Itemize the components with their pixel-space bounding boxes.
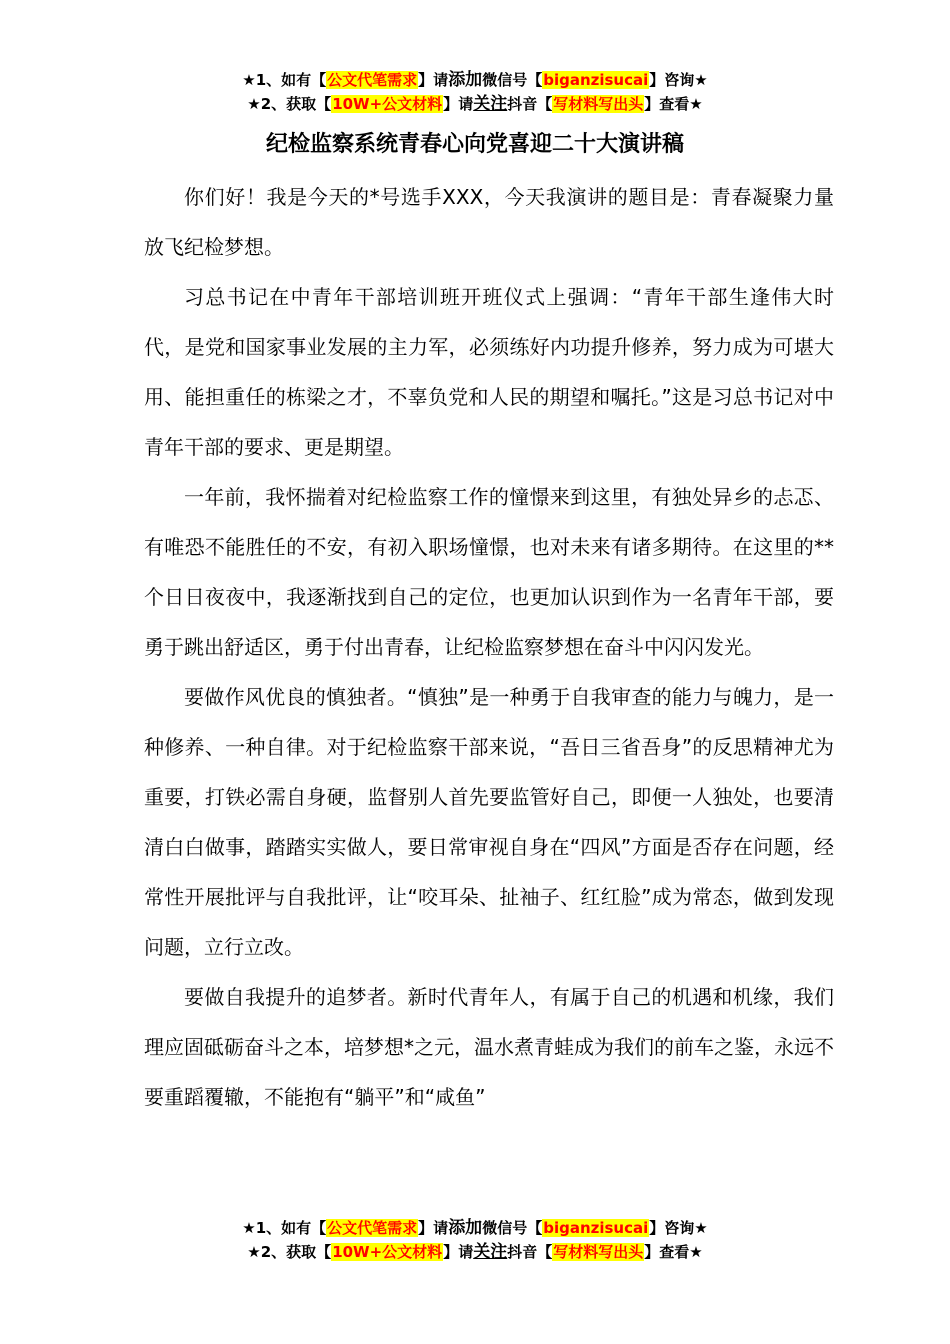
document-title: 纪检监察系统青春心向党喜迎二十大演讲稿	[265, 132, 684, 157]
banner-text: 】咨询★	[649, 71, 708, 89]
banner-text: 】请	[443, 1243, 474, 1261]
banner-text: ★2、获取【	[247, 95, 332, 113]
banner-text: 】查看★	[644, 95, 703, 113]
banner-text: 】请	[443, 95, 474, 113]
document-body	[144, 172, 834, 1122]
banner-highlight: 写材料写出头	[553, 95, 644, 113]
banner-text: 抖音【	[507, 95, 553, 113]
banner-emphasis: 关注	[473, 94, 508, 114]
banner-line-2	[0, 92, 950, 116]
banner-emphasis: 添加	[448, 70, 483, 90]
banner-highlight: 公文代笔需求	[327, 1219, 418, 1237]
paragraph: 你们好！我是今天的*号选手XXX，今天我演讲的题目是：青春凝聚力量 放飞纪检梦想。	[144, 185, 834, 259]
paragraph: 要做自我提升的追梦者。新时代青年人，有属于自己的机遇和机缘，我们理应固砥砺奋斗之本，培梦想*之元，温水煮青蛙成为我们的前车之鉴，永远不要重蹈覆辙，不能抱有“躺平”和“咸鱼”	[144, 985, 834, 1109]
banner-highlight: 公文代笔需求	[327, 71, 418, 89]
banner-text: ★2、获取【	[247, 1243, 332, 1261]
banner-text: 】请	[418, 71, 449, 89]
paragraph: 一年前，我怀揣着对纪检监察工作的憧憬来到这里，有独处异乡的忐忑、有唯恐不能胜任的不安，有初入职场憧憬，也对未来有诸多期待。在这里的**个日日夜夜中，我逐渐找到自己的定位，也更加认识到作为一名青年干部，要勇于跳出舒适区，勇于付出青春，让纪检监察梦想在奋斗中闪闪发光。	[144, 485, 834, 659]
banner-text: 】请	[418, 1219, 449, 1237]
banner-emphasis: 关注	[473, 1242, 508, 1262]
paragraph: 习总书记在中青年干部培训班开班仪式上强调：“青年干部生逢伟大时代，是党和国家事业发展的主力军，必须练好内功提升修养，努力成为可堪大用、能担重任的栋梁之才，不辜负党和人民的期望和嘱托。”这是习总书记对中青年干部的要求、更是期望。	[144, 285, 834, 459]
footer-banner	[0, 1216, 950, 1264]
banner-highlight: biganzisucai	[543, 1219, 649, 1237]
banner-highlight: 10W+公文材料	[332, 95, 443, 113]
banner-highlight: biganzisucai	[543, 71, 649, 89]
banner-text: 】查看★	[644, 1243, 703, 1261]
banner-highlight: 10W+公文材料	[332, 1243, 443, 1261]
paragraph: 要做作风优良的慎独者。“慎独”是一种勇于自我审查的能力与魄力，是一种修养、一种自律。对于纪检监察干部来说，“吾日三省吾身”的反思精神尤为重要，打铁必需自身硬，监督别人首先要监管好自己，即便一人独处，也要清清白白做事，踏踏实实做人，要日常审视自身在“四风”方面是否存在问题，经常性开展批评与自我批评，让“咬耳朵、扯袖子、红红脸”成为常态，做到发现问题，立行立改。	[144, 685, 834, 959]
banner-line-1	[0, 68, 950, 92]
banner-text: ★1、如有【	[242, 71, 327, 89]
banner-text: 微信号【	[482, 71, 543, 89]
banner-line-2	[0, 1240, 950, 1264]
banner-text: 抖音【	[507, 1243, 553, 1261]
banner-text: 】咨询★	[649, 1219, 708, 1237]
banner-text: ★1、如有【	[242, 1219, 327, 1237]
banner-text: 微信号【	[482, 1219, 543, 1237]
banner-line-1	[0, 1216, 950, 1240]
header-banner	[0, 68, 950, 116]
banner-highlight: 写材料写出头	[553, 1243, 644, 1261]
banner-emphasis: 添加	[448, 1218, 483, 1238]
